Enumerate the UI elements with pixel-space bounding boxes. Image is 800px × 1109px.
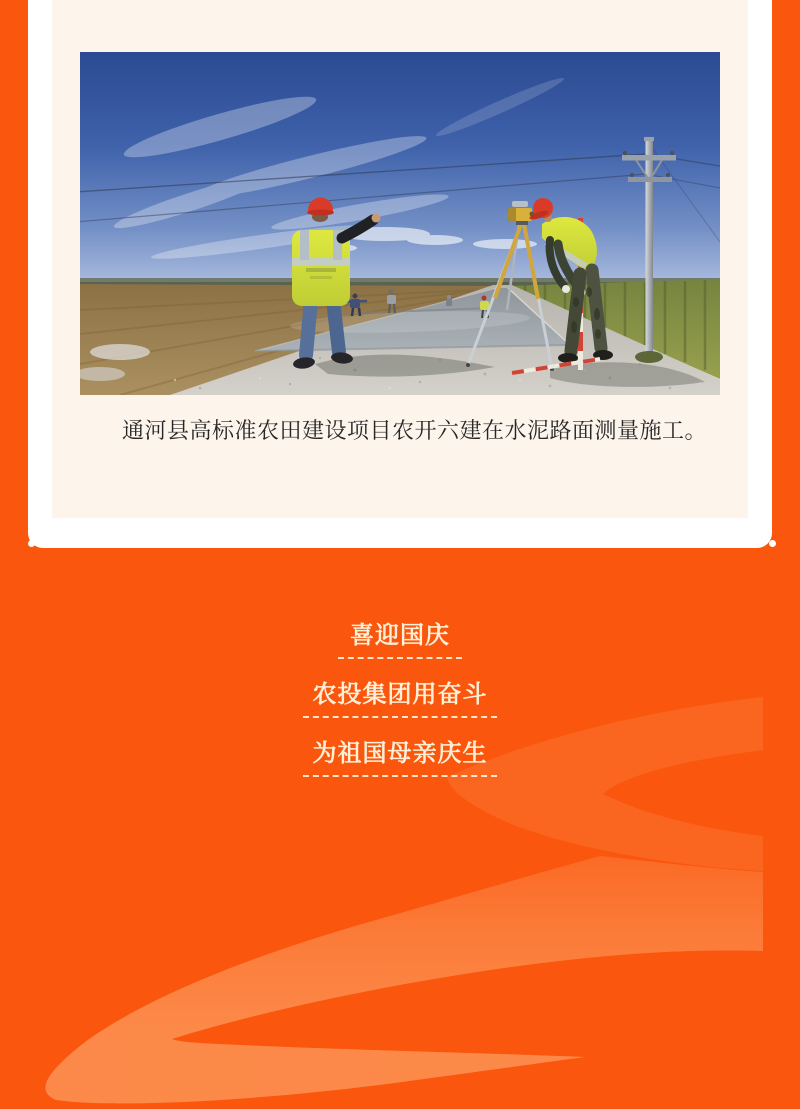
banner-line-1: [0, 624, 800, 659]
content-card: [52, 0, 748, 518]
banner-line-3: [0, 742, 800, 777]
banner-line-2-text: 农投集团用奋斗: [312, 681, 488, 708]
holiday-banner: [0, 548, 800, 1109]
dashed-divider: [303, 775, 497, 777]
banner-text-block: [0, 548, 800, 777]
dashed-divider: [303, 716, 497, 718]
article-photo[interactable]: [80, 52, 720, 395]
top-white-panel: [28, 0, 772, 548]
dashed-divider: [338, 657, 462, 659]
banner-line-3-text: 为祖国母亲庆生: [312, 740, 488, 767]
panel-corner-dot-right: [769, 540, 776, 547]
panel-corner-dot-left: [28, 540, 35, 547]
banner-line-2: [0, 683, 800, 718]
construction-photo-illustration: [80, 52, 720, 395]
banner-line-1-text: 喜迎国庆: [350, 622, 450, 649]
photo-caption: 通河县高标准农田建设项目农开六建在水泥路面测量施工。: [122, 418, 708, 443]
